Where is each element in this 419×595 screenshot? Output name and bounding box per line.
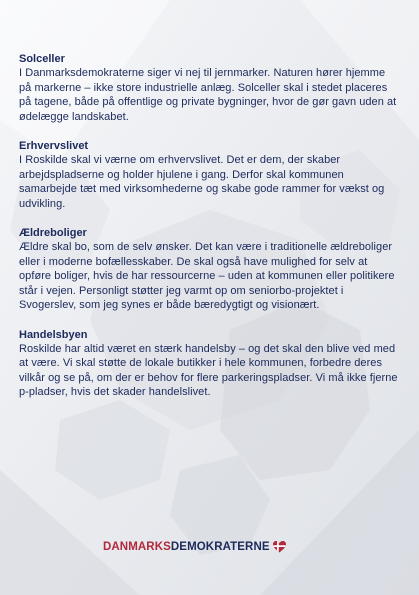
section-handelsbyen: [19, 328, 399, 400]
section-heading: Ældreboliger: [19, 227, 87, 240]
section-body: Roskilde har altid været en stærk handelsby – og det skal den blive ved med at være. Vi skal støtte de lokale butikker i hele kommunen, forbedre deres vilkår og se på, om der er behov for flere parkeringspladser. Vi må ikke fjerne p-pladser, hvis det skader handelslivet.: [19, 342, 398, 399]
section-heading: Erhvervslivet: [19, 140, 89, 153]
section-body: I Roskilde skal vi værne om erhvervslivet. Det er dem, der skaber arbejdspladserne og holder hjulene i gang. Derfor skal kommunen samarbejde tæt med virksomhederne og skabe gode rammer for vækst og udvikling.: [19, 154, 385, 210]
section-aeldreboliger: [19, 226, 399, 312]
article-content: [19, 52, 399, 415]
section-solceller: [19, 52, 399, 124]
section-heading: Solceller: [19, 53, 65, 65]
section-heading: Handelsbyen: [19, 328, 88, 341]
section-body: Ældre skal bo, som de selv ønsker. Det kan være i traditionelle ældreboliger eller i moderne bofællesskaber. De skal også have mulighed for selv at opføre boliger, hvis de har ressourcerne – uden at kommunen eller politikere står i vejen. Personligt støtter jeg varmt op om seniorbo-projektet i Svogerslev, som jeg synes er både bæredygtigt og visionært.: [19, 241, 395, 312]
party-logo: [103, 539, 286, 555]
logo-text-demokraterne: DEMOKRATERNE: [170, 541, 270, 553]
section-erhvervslivet: [19, 139, 399, 211]
logo-text-danmarks: DANMARKS: [103, 541, 171, 553]
denmark-heart-flag-icon: [273, 541, 286, 553]
section-body: I Danmarksdemokraterne siger vi nej til jernmarker. Naturen hører hjemme på markerne – ikke store industrielle anlæg. Solceller skal i stedet placeres på tagene, både på offentlige og private bygninger, hvor de gør gavn uden at ødelægge landskabet.: [19, 67, 397, 123]
